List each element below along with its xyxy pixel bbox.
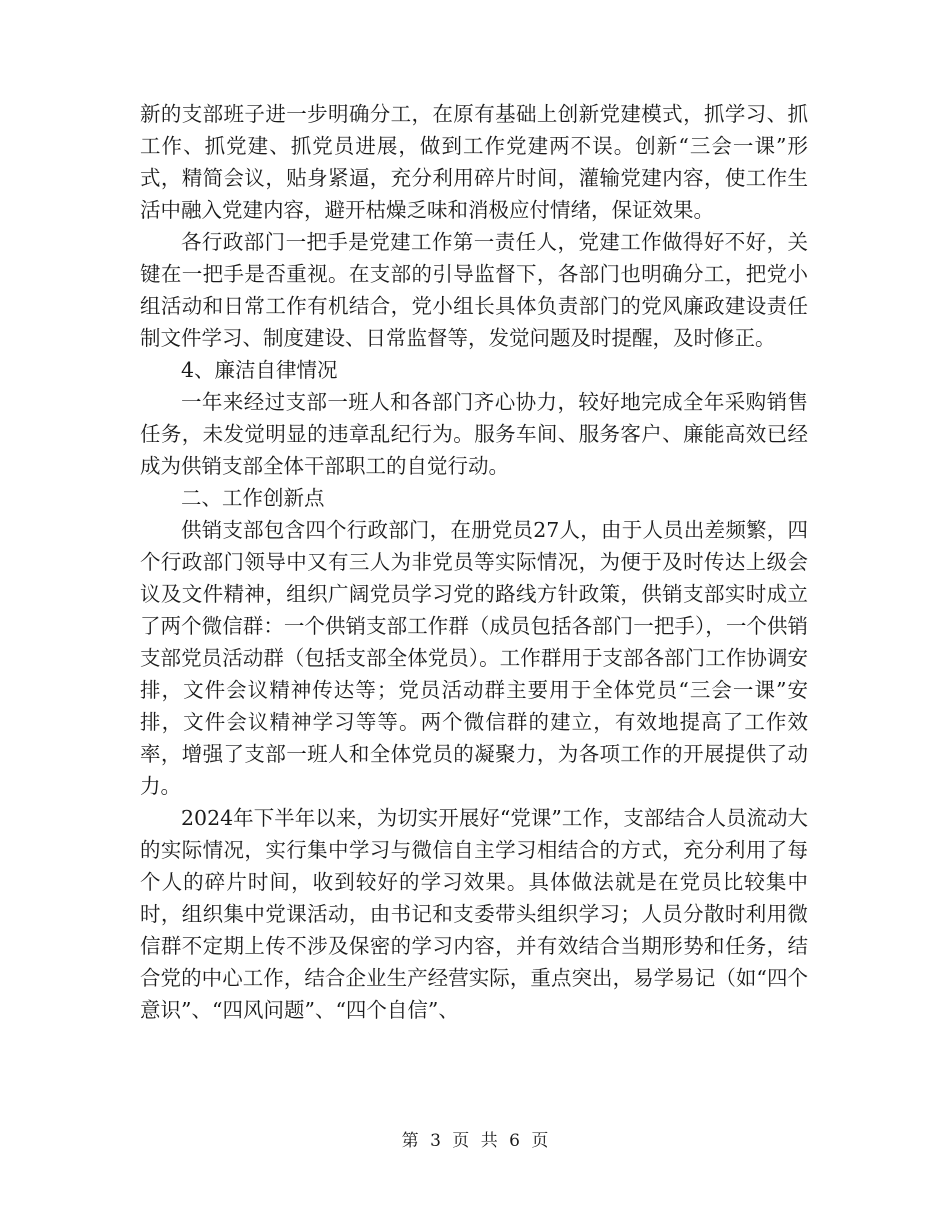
paragraph-3: 一年来经过支部一班人和各部门齐心协力，较好地完成全年采购销售任务，未发觉明显的违章乱纪行为。服务车间、服务客户、廉能高效已经成为供销支部全体干部职工的自觉行动。: [140, 390, 808, 478]
paragraph-1: 新的支部班子进一步明确分工，在原有基础上创新党建模式，抓学习、抓工作、抓党建、抓党员进展，做到工作党建两不误。创新“三会一课”形式，精简会议，贴身紧逼，充分利用碎片时间，灌输党建内容，使工作生活中融入党建内容，避开枯燥乏味和消极应付情绪，保证效果。: [140, 102, 808, 222]
paragraph-2: 各行政部门一把手是党建工作第一责任人，党建工作做得好不好，关键在一把手是否重视。在支部的引导监督下，各部门也明确分工，把党小组活动和日常工作有机结合，党小组长具体负责部门的党风廉政建设责任制文件学习、制度建设、日常监督等，发觉问题及时提醒，及时修正。: [140, 230, 808, 350]
section-heading-innovation: 二、工作创新点: [181, 486, 325, 510]
section-heading-4: 4、廉洁自律情况: [181, 358, 338, 382]
document-body: [140, 98, 808, 1026]
paragraph-5: 2024年下半年以来，为切实开展好“党课”工作，支部结合人员流动大的实际情况，实行集中学习与微信自主学习相结合的方式，充分利用了每个人的碎片时间，收到较好的学习效果。具体做法就是在党员比较集中时，组织集中党课活动，由书记和支委带头组织学习；人员分散时利用微信群不定期上传不涉及保密的学习内容，并有效结合当期形势和任务，结合党的中心工作，结合企业生产经营实际，重点突出，易学易记（如“四个意识”、“四风问题”、“四个自信”、: [140, 806, 808, 1022]
paragraph-4: 供销支部包含四个行政部门，在册党员27人，由于人员出差频繁，四个行政部门领导中又有三人为非党员等实际情况，为便于及时传达上级会议及文件精神，组织广阔党员学习党的路线方针政策，供销支部实时成立了两个微信群：一个供销支部工作群（成员包括各部门一把手），一个供销支部党员活动群（包括支部全体党员）。工作群用于支部各部门工作协调安排，文件会议精神传达等；党员活动群主要用于全体党员“三会一课”安排，文件会议精神学习等等。两个微信群的建立，有效地提高了工作效率，增强了支部一班人和全体党员的凝聚力，为各项工作的开展提供了动力。: [140, 518, 808, 798]
page-number-footer: 第 3 页 共 6 页: [401, 1131, 549, 1151]
